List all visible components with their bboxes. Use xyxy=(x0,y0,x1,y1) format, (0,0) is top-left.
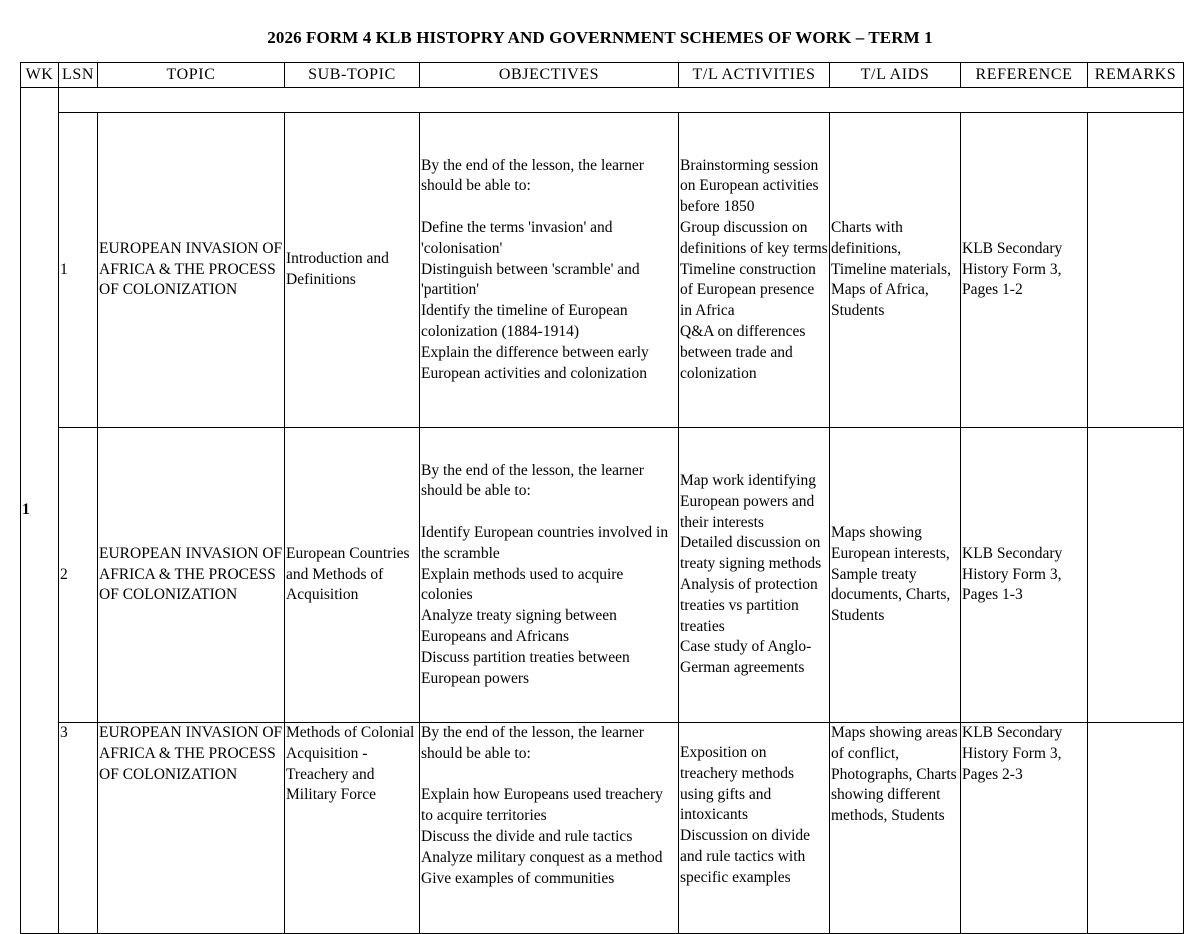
remarks-cell xyxy=(1088,428,1184,723)
header-activities: T/L ACTIVITIES xyxy=(679,63,830,88)
objectives-list: Define the terms 'invasion' and 'colonisation' Distinguish between 'scramble' and 'partition' Identify the timeline of European colonization (1884-1914) Explain the difference between early European activities and colonization xyxy=(421,219,649,382)
activities-cell: Exposition on treachery methods using gifts and intoxicants Discussion on divide and rule tactics with specific examples xyxy=(679,723,830,934)
activities-cell: Map work identifying European powers and their interests Detailed discussion on treaty signing methods Analysis of protection treaties vs partition treaties Case study of Anglo-German agreements xyxy=(679,428,830,723)
aids-cell: Maps showing areas of conflict, Photographs, Charts showing different methods, Students xyxy=(830,723,961,934)
objectives-list: Explain how Europeans used treachery to acquire territories Discuss the divide and rule tactics Analyze military conquest as a method Give examples of communities xyxy=(421,786,663,887)
lesson-number: 2 xyxy=(59,428,98,723)
topic-cell: EUROPEAN INVASION OF AFRICA & THE PROCESS OF COLONIZATION xyxy=(98,428,285,723)
document-title: 2026 FORM 4 KLB HISTOPRY AND GOVERNMENT SCHEMES OF WORK – TERM 1 xyxy=(267,28,933,47)
objectives-list: Identify European countries involved in the scramble Explain methods used to acquire colonies Analyze treaty signing between Europeans and Africans Discuss partition treaties between European powers xyxy=(421,524,669,687)
subtopic-cell: European Countries and Methods of Acquisition xyxy=(285,428,420,723)
subtopic-cell: Methods of Colonial Acquisition - Treachery and Military Force xyxy=(285,723,420,934)
week-row xyxy=(21,88,1184,113)
table-row xyxy=(21,113,1184,428)
objectives-cell xyxy=(420,113,679,428)
objectives-cell xyxy=(420,428,679,723)
header-objectives: OBJECTIVES xyxy=(420,63,679,88)
header-topic: TOPIC xyxy=(98,63,285,88)
activities-cell: Brainstorming session on European activities before 1850 Group discussion on definitions of key terms Timeline construction of European presence in Africa Q&A on differences between trade and colonization xyxy=(679,113,830,428)
week-number: 1 xyxy=(21,88,59,934)
header-remarks: REMARKS xyxy=(1088,63,1184,88)
objectives-intro: By the end of the lesson, the learner should be able to: xyxy=(421,461,644,500)
subtopic-cell: Introduction and Definitions xyxy=(285,113,420,428)
remarks-cell xyxy=(1088,113,1184,428)
header-wk: WK xyxy=(21,63,59,88)
topic-cell: EUROPEAN INVASION OF AFRICA & THE PROCESS OF COLONIZATION xyxy=(98,113,285,428)
aids-cell: Charts with definitions, Timeline materials, Maps of Africa, Students xyxy=(830,113,961,428)
reference-cell: KLB Secondary History Form 3, Pages 1-2 xyxy=(961,113,1088,428)
header-lsn: LSN xyxy=(59,63,98,88)
topic-cell: EUROPEAN INVASION OF AFRICA & THE PROCESS OF COLONIZATION xyxy=(98,723,285,934)
reference-cell: KLB Secondary History Form 3, Pages 2-3 xyxy=(961,723,1088,934)
lesson-number: 1 xyxy=(59,113,98,428)
header-row xyxy=(21,63,1184,88)
objectives-cell xyxy=(420,723,679,934)
objectives-intro: By the end of the lesson, the learner should be able to: xyxy=(421,724,644,762)
aids-cell: Maps showing European interests, Sample treaty documents, Charts, Students xyxy=(830,428,961,723)
remarks-cell xyxy=(1088,723,1184,934)
objectives-intro: By the end of the lesson, the learner should be able to: xyxy=(421,156,644,195)
header-subtopic: SUB-TOPIC xyxy=(285,63,420,88)
schemes-of-work-table xyxy=(20,62,1184,934)
header-aids: T/L AIDS xyxy=(830,63,961,88)
table-row xyxy=(21,428,1184,723)
table-row xyxy=(21,723,1184,934)
week-spacer xyxy=(59,88,1184,113)
header-reference: REFERENCE xyxy=(961,63,1088,88)
reference-cell: KLB Secondary History Form 3, Pages 1-3 xyxy=(961,428,1088,723)
lesson-number: 3 xyxy=(59,723,98,934)
